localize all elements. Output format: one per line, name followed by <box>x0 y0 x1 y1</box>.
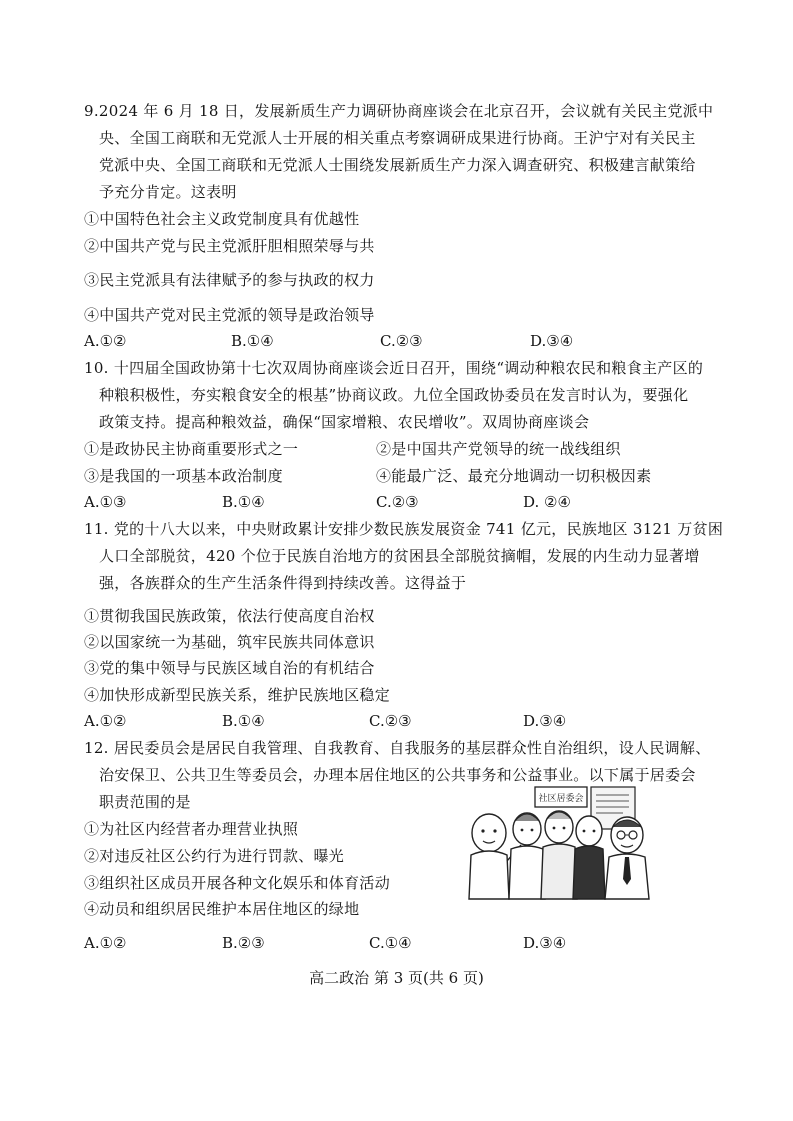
q11-statement-3: ③党的集中领导与民族区域自治的有机结合 <box>84 659 375 677</box>
q11-option-d: D.③④ <box>523 712 567 730</box>
resident-figure-3 <box>541 811 577 899</box>
community-cartoon-illustration <box>463 783 661 901</box>
q12-statement-2: ②对违反社区公约行为进行罚款、曝光 <box>84 847 345 865</box>
q12-stem-line-1: 12. 居民委员会是居民自我管理、自我教育、自我服务的基层群众性自治组织，设人民调解、 <box>84 739 711 757</box>
q11-option-c: C.②③ <box>369 712 412 730</box>
q10-statement-3: ③是我国的一项基本政治制度 <box>84 467 283 485</box>
resident-figure-4 <box>573 816 605 899</box>
q12-option-d: D.③④ <box>523 934 567 952</box>
page-footer: 高二政治 第 3 页(共 6 页) <box>309 969 484 987</box>
q12-statement-1: ①为社区内经营者办理营业执照 <box>84 820 299 838</box>
q9-statement-2: ②中国共产党与民主党派肝胆相照荣辱与共 <box>84 237 375 255</box>
q9-statement-3: ③民主党派具有法律赋予的参与执政的权力 <box>84 271 375 289</box>
q9-stem-line-2: 央、全国工商联和无党派人士开展的相关重点考察调研成果进行协商。王沪宁对有关民主 <box>99 129 696 147</box>
q12-stem-line-2: 治安保卫、公共卫生等委员会，办理本居住地区的公共事务和公益事业。以下属于居委会 <box>99 766 696 784</box>
sign-board-text: 社区居委会 <box>538 794 584 804</box>
q10-statement-2: ②是中国共产党领导的统一战线组织 <box>376 440 621 458</box>
q12-option-b: B.②③ <box>222 934 265 952</box>
q9-option-c: C.②③ <box>380 332 423 350</box>
q9-option-b: B.①④ <box>231 332 274 350</box>
q10-option-d: D. ②④ <box>523 493 571 511</box>
q11-statement-2: ②以国家统一为基础，筑牢民族共同体意识 <box>84 633 375 651</box>
q9-statement-1: ①中国特色社会主义政党制度具有优越性 <box>84 210 360 228</box>
q9-stem-line-1: 9.2024 年 6 月 18 日，发展新质生产力调研协商座谈会在北京召开，会议就有关民主党派中 <box>84 102 714 120</box>
q10-statement-4: ④能最广泛、最充分地调动一切积极因素 <box>376 467 652 485</box>
q10-stem-line-2: 种粮积极性，夯实粮食安全的根基”协商议政。九位全国政协委员在发言时认为，要强化 <box>99 386 689 404</box>
q9-stem-line-3: 党派中央、全国工商联和无党派人士围绕发展新质生产力深入调查研究、积极建言献策给 <box>99 156 696 174</box>
q10-stem-line-1: 10. 十四届全国政协第十七次双周协商座谈会近日召开，围绕“调动种粮农民和粮食主产区的 <box>84 359 704 377</box>
q10-stem-line-3: 政策支持。提高种粮效益，确保“国家增粮、农民增收”。双周协商座谈会 <box>99 413 590 431</box>
q12-option-c: C.①④ <box>369 934 412 952</box>
q12-stem-line-3: 职责范围的是 <box>99 793 191 811</box>
q10-option-a: A.①③ <box>84 493 127 511</box>
q12-statement-4: ④动员和组织居民维护本居住地区的绿地 <box>84 900 360 918</box>
committee-member-figure <box>605 817 649 899</box>
q11-option-a: A.①② <box>84 712 127 730</box>
q11-statement-4: ④加快形成新型民族关系，维护民族地区稳定 <box>84 686 391 704</box>
q9-option-a: A.①② <box>84 332 127 350</box>
q11-option-b: B.①④ <box>222 712 265 730</box>
q11-stem-line-1: 11. 党的十八大以来，中央财政累计安排少数民族发展资金 741 亿元，民族地区 3121 万贫困 <box>84 520 724 538</box>
q9-stem-line-4: 予充分肯定。这表明 <box>99 183 237 201</box>
q10-option-c: C.②③ <box>376 493 419 511</box>
q9-option-d: D.③④ <box>530 332 574 350</box>
q11-stem-line-2: 人口全部脱贫，420 个位于民族自治地方的贫困县全部脱贫摘帽，发展的内生动力显著增 <box>99 547 700 565</box>
q12-option-a: A.①② <box>84 934 127 952</box>
q10-option-b: B.①④ <box>222 493 265 511</box>
q11-stem-line-3: 强，各族群众的生产生活条件得到持续改善。这得益于 <box>99 574 467 592</box>
resident-figure-2 <box>509 813 545 899</box>
q9-statement-4: ④中国共产党对民主党派的领导是政治领导 <box>84 306 375 324</box>
q12-statement-3: ③组织社区成员开展各种文化娱乐和体育活动 <box>84 874 391 892</box>
q10-statement-1: ①是政协民主协商重要形式之一 <box>84 440 299 458</box>
q11-statement-1: ①贯彻我国民族政策，依法行使高度自治权 <box>84 607 375 625</box>
